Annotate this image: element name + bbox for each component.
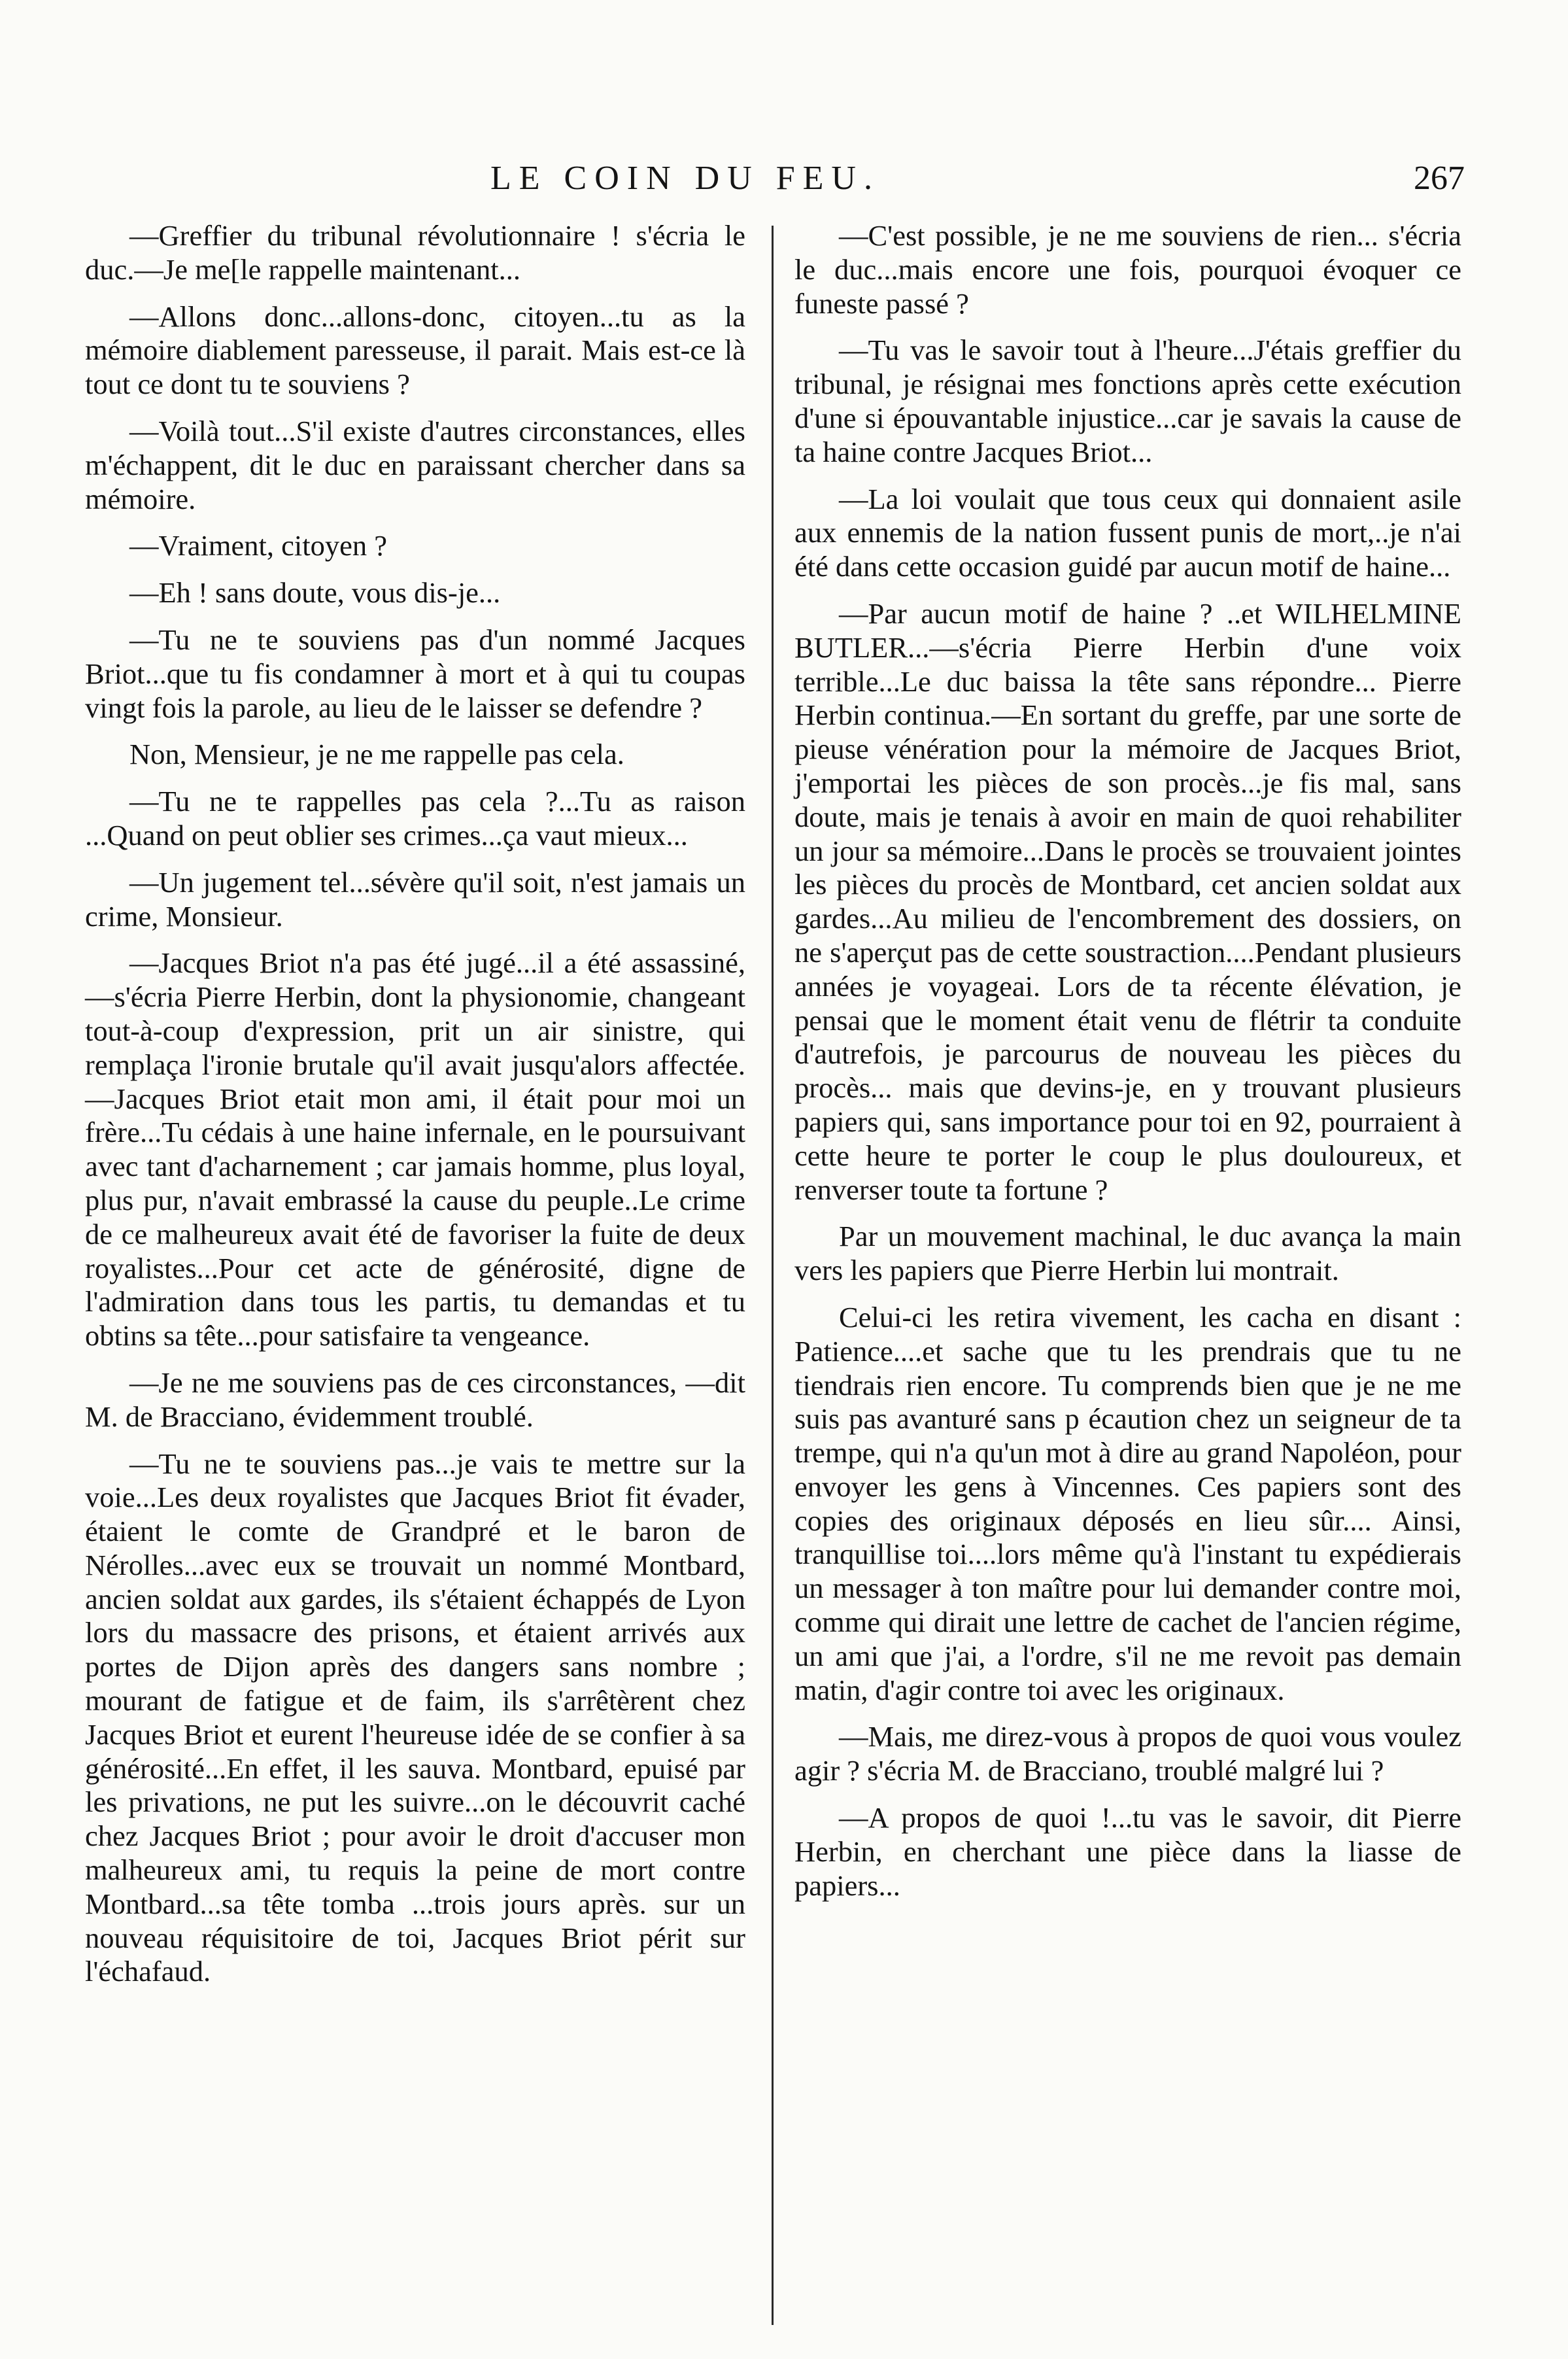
- paragraph: —Eh ! sans doute, vous dis-je...: [129, 576, 501, 610]
- paragraph: —Tu ne te rappelles pas cela ?...Tu as raison ...Quand on peut oblier ses crimes...ça vaut mieux...: [85, 785, 745, 852]
- paragraph: —La loi voulait que tous ceux qui donnaient asile aux ennemis de la nation fussent punis de mort,..je n'ai été dans cette occasion guidé par aucun motif de haine...: [794, 482, 1461, 583]
- paragraph: Celui-ci les retira vivement, les cacha en disant : Patience....et sache que tu les prendrais que tu ne tiendrais rien encore. Tu comprends bien que je ne me suis pas avanturé sans p écaution chez un seigneur de ta trempe, qui n'a qu'un mot à dire au grand Napoléon, pour envoyer les gens à Vincennes. Ces papiers sont des copies des originaux déposés en lieu sûr.... Ainsi, tranquillise toi....lors même qu'à l'instant tu expédierais un messager à ton maître pour lui demander contre moi, comme qui dirait une lettre de cachet de l'ancien régime, un ami que j'ai, a l'ordre, s'il ne me revoit pas demain matin, d'agir contre toi avec les originaux.: [794, 1300, 1461, 1706]
- paragraph: —Vraiment, citoyen ?: [129, 529, 387, 562]
- paragraph: —Un jugement tel...sévère qu'il soit, n'est jamais un crime, Monsieur.: [85, 865, 745, 933]
- paragraph: —Mais, me direz-vous à propos de quoi vous voulez agir ? s'écria M. de Bracciano, troublé malgré lui ?: [794, 1720, 1461, 1787]
- paragraph: —C'est possible, je ne me souviens de rien... s'écria le duc...mais encore une fois, pourquoi évoquer ce funeste passé ?: [794, 219, 1461, 320]
- paragraph: —A propos de quoi !...tu vas le savoir, dit Pierre Herbin, en cherchant une pièce dans la liasse de papiers...: [794, 1801, 1461, 1902]
- left-column: [85, 219, 745, 2002]
- running-title: LE COIN DU FEU.: [490, 160, 880, 197]
- paragraph: —Je ne me souviens pas de ces circonstances, —dit M. de Bracciano, évidemment troublé.: [85, 1366, 745, 1433]
- paragraph: —Tu ne te souviens pas d'un nommé Jacques Briot...que tu fis condamner à mort et à qui tu coupas vingt fois la parole, au lieu de le laisser se defendre ?: [85, 623, 745, 724]
- page-number: 267: [1414, 160, 1465, 197]
- paragraph: —Tu ne te souviens pas...je vais te mettre sur la voie...Les deux royalistes que Jacques Briot fit évader, étaient le comte de Grandpré et le baron de Nérolles...avec eux se trouvait un nommé Montbard, ancien soldat aux gardes, ils s'étaient échappés de Lyon lors du massacre des prisons, et étaient arrivés aux portes de Dijon après des dangers sans nombre ; mourant de fatigue et de faim, ils s'arrêtèrent chez Jacques Briot et eurent l'heureuse idée de se confier à sa générosité...En effet, il les sauva. Montbard, epuisé par les privations, ne put les suivre...on le découvrit caché chez Jacques Briot ; pour avoir le droit d'accuser mon malheureux ami, tu requis la peine de mort contre Montbard...sa tête tomba ...trois jours après. sur un nouveau réquisitoire de toi, Jacques Briot périt sur l'échafaud.: [85, 1447, 745, 1988]
- paragraph: Par un mouvement machinal, le duc avança la main vers les papiers que Pierre Herbin lui montrait.: [794, 1220, 1461, 1287]
- paragraph: Non, Mensieur, je ne me rappelle pas cela.: [129, 738, 624, 771]
- paragraph: —Jacques Briot n'a pas été jugé...il a été assassiné,—s'écria Pierre Herbin, dont la physionomie, changeant tout-à-coup d'expression, prit un air sinistre, qui remplaça l'ironie brutale qu'il avait jusqu'alors affectée.—Jacques Briot etait mon ami, il était pour moi un frère...Tu cédais à une haine infernale, en le poursuivant avec tant d'acharnement ; car jamais homme, plus loyal, plus pur, n'avait embrassé la cause du peuple..Le crime de ce malheureux avait été de favoriser la fuite de deux royalistes...Pour cet acte de générosité, digne de l'admiration dans tous les partis, tu demandas et tu obtins sa tête...pour satisfaire ta vengeance.: [85, 946, 745, 1352]
- paragraph: —Voilà tout...S'il existe d'autres circonstances, elles m'échappent, dit le duc en paraissant chercher dans sa mémoire.: [85, 414, 745, 515]
- paragraph: —Tu vas le savoir tout à l'heure...J'étais greffier du tribunal, je résignai mes fonctions après cette exécution d'une si épouvantable injustice...car je savais la cause de ta haine contre Jacques Briot...: [794, 334, 1461, 468]
- right-column: [794, 219, 1461, 1916]
- paragraph: —Par aucun motif de haine ? ..et WILHELMINE BUTLER...—s'écria Pierre Herbin d'une voix terrible...Le duc baissa la tête sans répondre... Pierre Herbin continua.—En sortant du greffe, par une sorte de pieuse vénération pour la mémoire de Jacques Briot, j'emportai les pièces de son procès...je fis mal, sans doute, mais je tenais à avoir en main de quoi rehabiliter un jour sa mémoire...Dans le procès se trouvaient jointes les pièces du procès de Montbard, cet ancien soldat aux gardes...Au milieu de l'encombrement des dossiers, on ne s'aperçut pas de cette soustraction....Pendant plusieurs années je voyageai. Lors de ta récente élévation, je pensai que le moment était venu de flétrir ta conduite d'autrefois, je parcourus de nouveau les pièces du procès... mais que devins-je, en y trouvant plusieurs papiers qui, sans importance pour toi en 92, pourraient à cette heure te porter le coup le plus douloureux, et renverser toute ta fortune ?: [794, 596, 1461, 1206]
- column-divider: [772, 226, 774, 2325]
- paragraph: —Greffier du tribunal révolutionnaire ! s'écria le duc.—Je me[le rappelle maintenant...: [85, 219, 745, 286]
- page-header: [85, 159, 1465, 205]
- paragraph: —Allons donc...allons-donc, citoyen...tu as la mémoire diablement paresseuse, il parait. Mais est-ce là tout ce dont tu te souviens ?: [85, 300, 745, 401]
